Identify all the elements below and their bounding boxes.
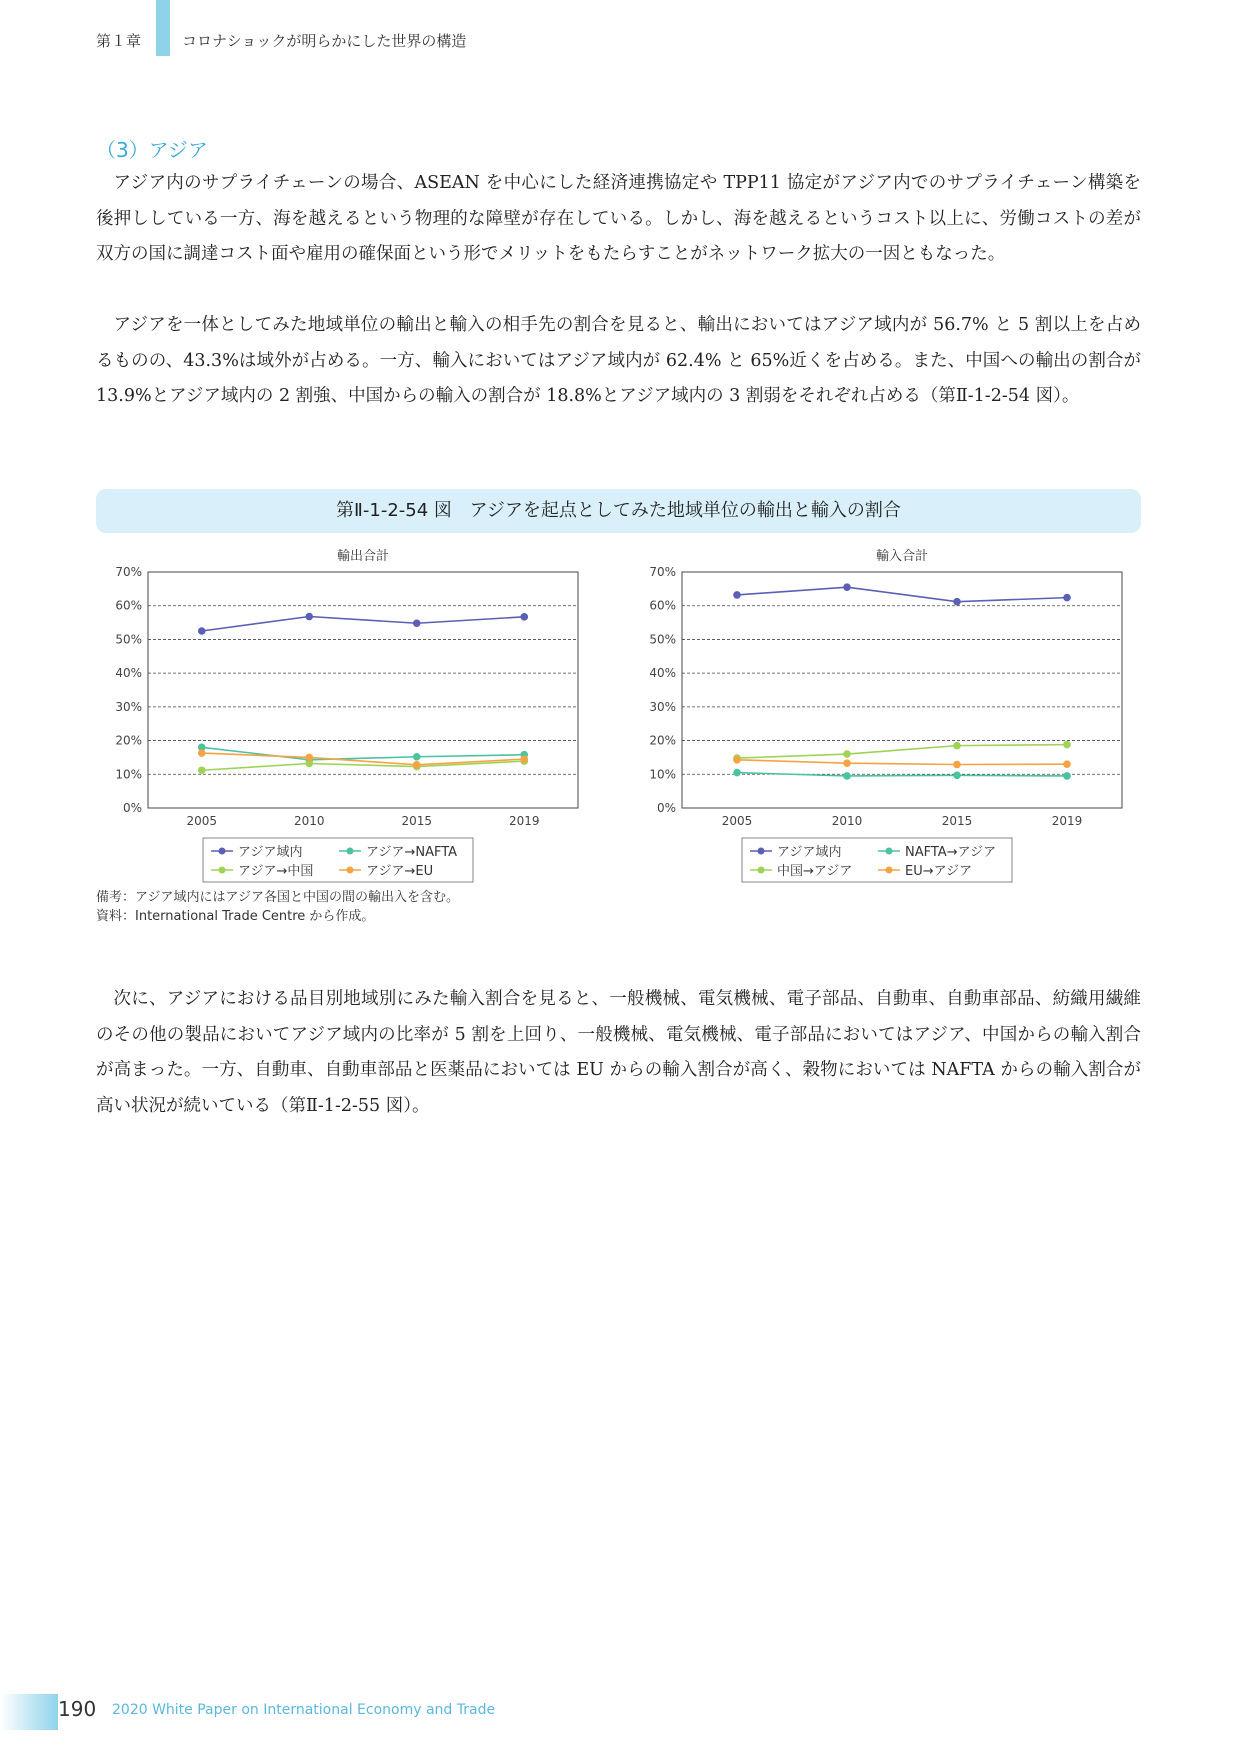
legend-label: アジア→EU [366,864,434,879]
legend-label: アジア域内 [777,845,842,860]
x-tick-label: 2019 [508,814,540,828]
footer-accent-bar [0,1694,58,1730]
legend-label: アジア→中国 [238,864,314,879]
data-point [953,771,961,779]
data-point [305,613,313,621]
series-line [737,745,1067,758]
x-tick-label: 2019 [1051,814,1083,828]
page-number: 190 [58,1697,97,1721]
y-tick-label: 10% [115,767,142,782]
legend-swatch-marker [219,848,226,855]
legend-swatch-marker [347,848,354,855]
data-point [843,772,851,780]
x-tick-label: 2015 [401,814,433,828]
chart-title: 輸出合計 [336,549,390,564]
y-tick-label: 0% [656,801,676,815]
data-point [198,627,206,635]
data-point [198,749,206,757]
chart-title: 輸入合計 [875,549,929,564]
legend-swatch-marker [886,848,893,855]
series-line [202,617,525,631]
y-tick-label: 70% [649,565,676,579]
export-chart [96,538,586,898]
paragraph: アジアを一体としてみた地域単位の輸出と輸入の相手先の割合を見ると、輸出においてはアジア域内が 56.7% と 5 割以上を占めるものの、43.3%は域外が占める。一方、輸入においてはアジア域内が 62.4% と 65%近くを占める。また、中国への輸出の割合が 13.9%とアジア域内の 2 割強、中国からの輸入の割合が 18.8%とアジア域内の 3 割弱をそれぞれ占める（第Ⅱ-1-2-54 図）。 [96,315,1141,406]
data-point [305,754,313,762]
import-chart [630,538,1130,898]
publication-title: 2020 White Paper on International Economy and Trade [112,1702,496,1718]
figure-title-banner [96,489,1141,533]
y-tick-label: 10% [649,767,676,782]
legend-label: NAFTA→アジア [905,845,997,860]
y-tick-label: 30% [115,699,142,714]
header-accent-bar [156,0,170,56]
figure-source: 資料：International Trade Centre から作成。 [96,909,375,924]
data-point [733,591,741,599]
y-tick-label: 40% [649,666,676,681]
x-tick-label: 2015 [941,814,973,828]
data-point [413,619,421,627]
paragraph: アジア内のサプライチェーンの場合、ASEAN を中心にした経済連携協定や TPP11 協定がアジア内でのサプライチェーン構築を後押ししている一方、海を越えるという物理的な障壁が存在している。しかし、海を越えるというコスト以上に、労働コストの差が双方の国に調達コスト面や雇用の確保面という形でメリットをもたらすことがネットワーク拡大の一因ともなった。 [96,173,1141,264]
chart-svg [96,538,586,898]
y-tick-label: 20% [649,733,676,748]
paragraph: 次に、アジアにおける品目別地域別にみた輸入割合を見ると、一般機械、電気機械、電子部品、自動車、自動車部品、紡織用繊維のその他の製品においてアジア域内の比率が 5 割を上回り、一般機械、電気機械、電子部品においてはアジア、中国からの輸入割合が高まった。一方、自動車、自動車部品と医薬品においては EU からの輸入割合が高く、穀物においては NAFTA からの輸入割合が高い状況が続いている（第Ⅱ-1-2-55 図）。 [96,989,1141,1116]
legend-label: 中国→アジア [777,864,853,879]
section-heading: （3）アジア [96,138,208,162]
data-point [1063,760,1071,768]
data-point [953,761,961,769]
x-tick-label: 2005 [721,814,753,828]
y-tick-label: 60% [115,598,142,613]
y-tick-label: 30% [649,699,676,714]
legend-swatch-marker [219,867,226,874]
data-point [843,583,851,591]
legend-swatch-marker [758,867,765,874]
data-point [413,753,421,761]
data-point [733,756,741,764]
series-line [202,747,525,759]
series-line [202,761,525,770]
figure-number: 第Ⅱ-1-2-54 図 [336,500,452,521]
figure-note: 備考：アジア域内にはアジア各国と中国の間の輸出入を含む。 [96,890,459,905]
data-point [1063,594,1071,602]
x-tick-label: 2005 [186,814,218,828]
y-tick-label: 70% [115,565,142,579]
y-tick-label: 0% [122,801,142,815]
plot-frame [148,572,578,808]
legend-swatch-marker [758,848,765,855]
chapter-label: 第１章 [96,32,142,50]
chapter-title: コロナショックが明らかにした世界の構造 [182,32,467,50]
y-tick-label: 20% [115,733,142,748]
data-point [413,761,421,769]
legend-swatch-marker [886,867,893,874]
legend-label: EU→アジア [905,864,973,879]
data-point [953,742,961,750]
data-point [843,759,851,767]
legend-swatch-marker [347,867,354,874]
chart-svg [630,538,1130,898]
y-tick-label: 50% [649,632,676,647]
y-tick-label: 60% [649,598,676,613]
data-point [843,750,851,758]
data-point [198,766,206,774]
y-tick-label: 50% [115,632,142,647]
legend-label: アジア域内 [238,845,303,860]
x-tick-label: 2010 [831,814,863,828]
data-point [1063,741,1071,749]
y-tick-label: 40% [115,666,142,681]
data-point [520,613,528,621]
data-point [520,755,528,763]
legend-label: アジア→NAFTA [366,845,458,860]
data-point [1063,772,1071,780]
x-tick-label: 2010 [293,814,325,828]
figure-title: アジアを起点としてみた地域単位の輸出と輸入の割合 [469,500,901,521]
series-line [737,587,1067,601]
series-line [737,760,1067,765]
data-point [953,598,961,606]
data-point [733,769,741,777]
